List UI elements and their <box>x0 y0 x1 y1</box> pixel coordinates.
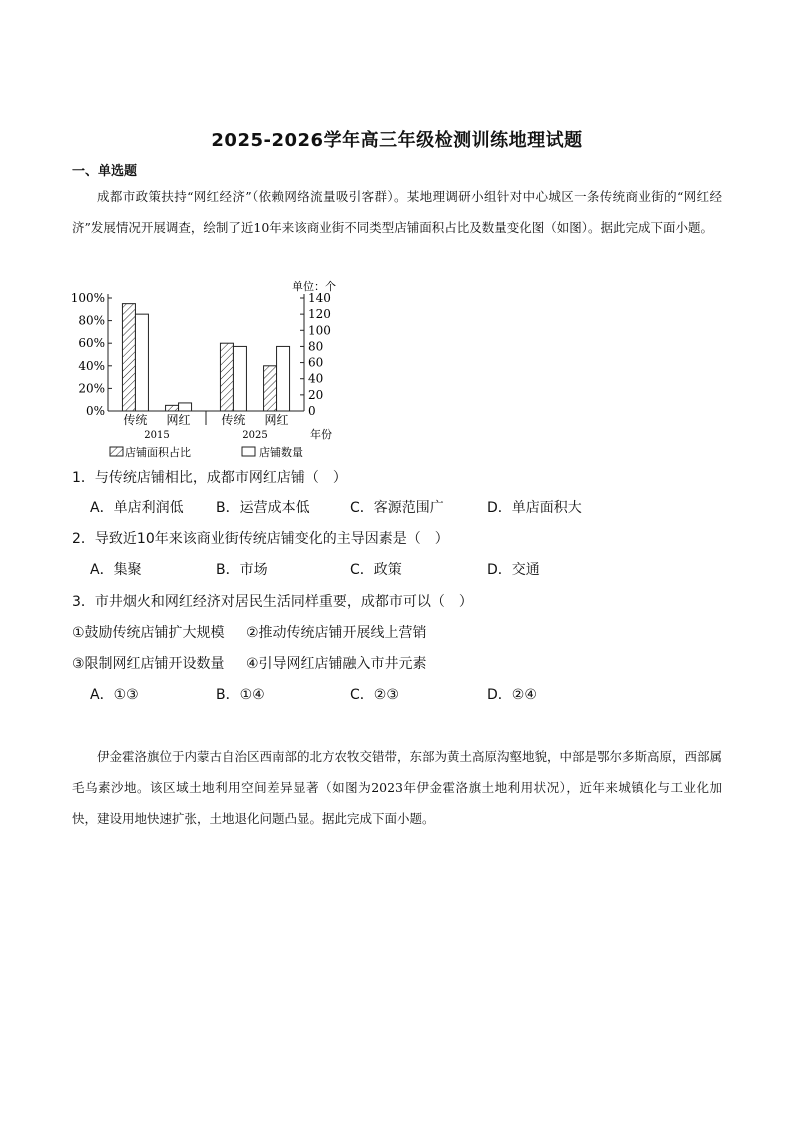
question-3-item-3: ③限制网红店铺开设数量 <box>72 656 225 672</box>
question-3-option-b[interactable]: B．①④ <box>216 687 265 703</box>
question-2-option-c[interactable]: C．政策 <box>350 562 402 578</box>
question-3-item-1: ①鼓励传统店铺扩大规模 <box>72 625 225 641</box>
y-left-tick-label: 0% <box>85 404 105 418</box>
question-3-option-d[interactable]: D．②④ <box>487 687 537 703</box>
bar-store-count <box>233 346 246 411</box>
y-right-tick-label: 60 <box>308 355 324 370</box>
y-left-tick-label: 20% <box>78 381 105 396</box>
bar-store-count <box>179 403 192 411</box>
y-right-tick-label: 140 <box>308 291 331 305</box>
question-3-item-4: ④引导网红店铺融入市井元素 <box>246 656 427 672</box>
y-left-tick-label: 100% <box>70 291 105 305</box>
question-2-option-a[interactable]: A．集聚 <box>90 562 142 578</box>
legend-swatch-store-count <box>242 447 255 456</box>
bar-area-share <box>220 343 233 411</box>
legend-label-store-count: 店铺数量 <box>259 446 303 459</box>
question-3-item-2: ②推动传统店铺开展线上营销 <box>246 625 427 641</box>
year-label: 2015 <box>144 430 170 441</box>
question-2-option-b[interactable]: B．市场 <box>216 562 268 578</box>
y-right-tick-label: 0 <box>308 404 316 418</box>
question-1-option-a[interactable]: A．单店利润低 <box>90 500 184 516</box>
bar-area-share <box>122 304 135 411</box>
question-2-option-d[interactable]: D．交通 <box>487 562 540 578</box>
question-2-stem: 2．导致近10年来该商业街传统店铺变化的主导因素是（ ） <box>72 531 449 547</box>
y-left-tick-label: 40% <box>78 358 105 373</box>
question-3-stem: 3．市井烟火和网红经济对居民生活同样重要，成都市可以（ ） <box>72 594 473 610</box>
y-right-tick-label: 20 <box>308 387 324 402</box>
section-heading: 一、单选题 <box>72 164 138 179</box>
question-1-option-d[interactable]: D．单店面积大 <box>487 500 582 516</box>
y-right-tick-label: 40 <box>308 371 324 386</box>
question-3-option-c[interactable]: C．②③ <box>350 687 399 703</box>
category-label: 传统 <box>123 413 148 427</box>
y-right-tick-label: 120 <box>308 307 331 322</box>
y-right-tick-label: 100 <box>308 323 331 338</box>
year-label: 2025 <box>242 430 268 441</box>
category-label: 网红 <box>166 413 191 427</box>
bar-area-share <box>166 405 179 411</box>
y-left-tick-label: 80% <box>78 313 105 328</box>
question-3-option-a[interactable]: A．①③ <box>90 687 139 703</box>
passage-2: 伊金霍洛旗位于内蒙古自治区西南部的北方农牧交错带，东部为黄土高原沟壑地貌，中部是鄂尔多斯高原，西部属毛乌素沙地。该区域土地利用空间差异显著（如图为2023年伊金霍洛旗土地利用状况），近年来城镇化与工业化加快，建设用地快速扩张，土地退化问题凸显。据此完成下面小题。 <box>72 749 723 826</box>
question-1-option-b[interactable]: B．运营成本低 <box>216 500 310 516</box>
bar-chart <box>66 272 366 460</box>
question-1-option-c[interactable]: C．客源范围广 <box>350 500 444 516</box>
page-title: 2025-2026学年高三年级检测训练地理试题 <box>211 130 583 151</box>
unit-label: 单位：个 <box>292 280 336 293</box>
y-right-tick-label: 80 <box>308 339 324 354</box>
bar-area-share <box>264 366 277 411</box>
category-label: 传统 <box>221 413 246 427</box>
bar-store-count <box>135 314 148 411</box>
legend-label-area-share: 店铺面积占比 <box>125 446 191 459</box>
question-1-stem: 1．与传统店铺相比，成都市网红店铺（ ） <box>72 470 347 486</box>
category-label: 网红 <box>264 413 289 427</box>
passage-1: 成都市政策扶持“网红经济”（依赖网络流量吸引客群）。某地理调研小组针对中心城区一条传统商业街的“网红经济”发展情况开展调查，绘制了近10年来该商业街不同类型店铺面积占比及数量变化图（如图）。据此完成下面小题。 <box>72 189 722 235</box>
y-left-tick-label: 60% <box>78 336 105 351</box>
bar-store-count <box>277 346 290 411</box>
legend-swatch-area-share <box>110 447 123 456</box>
x-axis-label: 年份 <box>310 428 332 441</box>
